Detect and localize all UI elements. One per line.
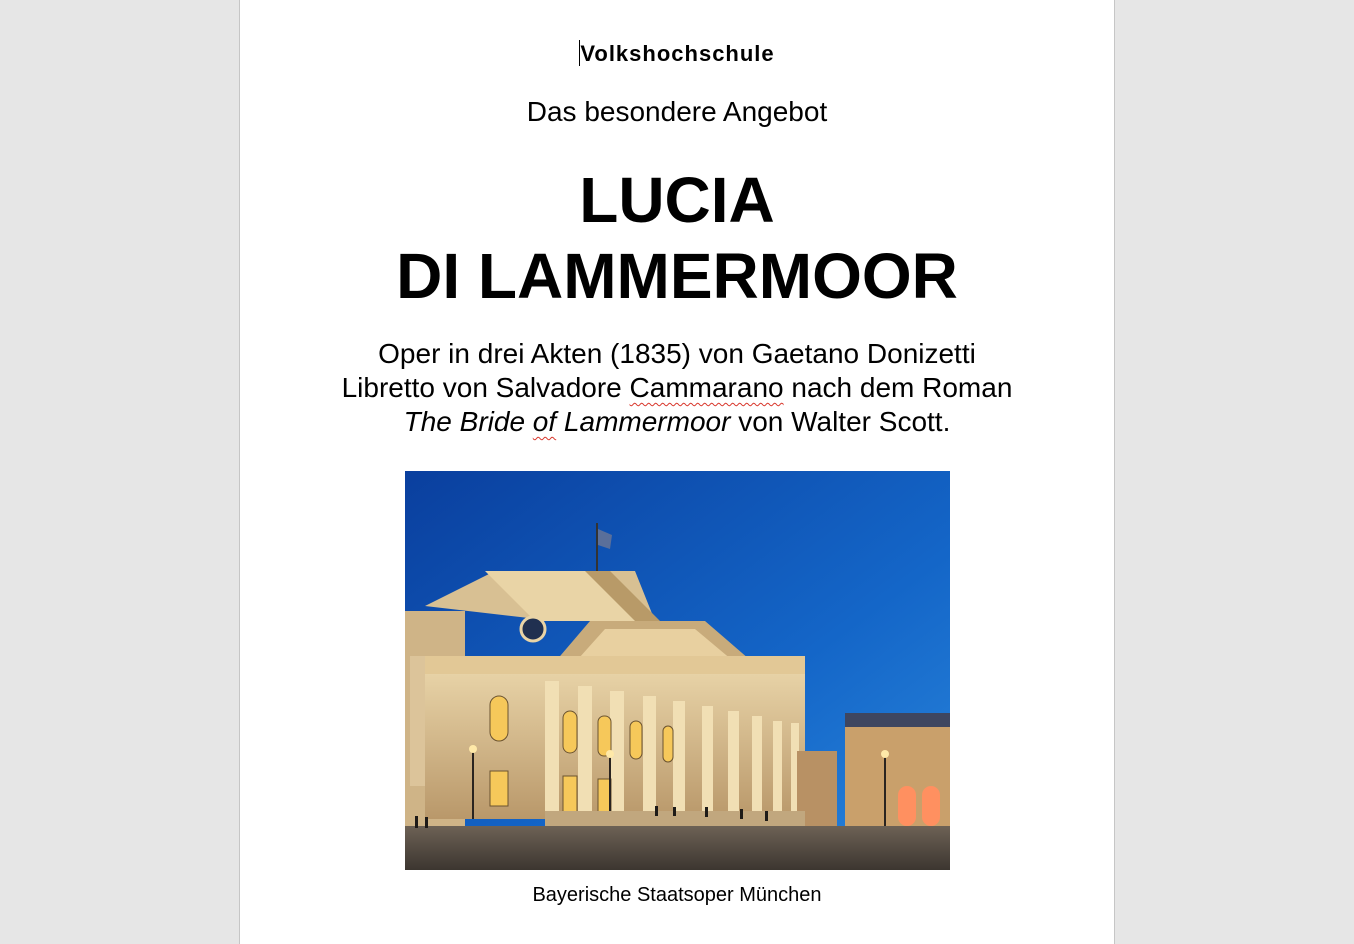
organization-heading[interactable] [240,40,1114,67]
line2-text-c: nach dem Roman [783,372,1013,403]
title-line-1: LUCIA [579,164,775,236]
spellcheck-word-cammarano[interactable]: Cammarano [629,372,784,403]
subtitle: Das besondere Angebot [526,96,828,127]
title-line-2: DI LAMMERMOOR [396,240,958,312]
description-line-3 [240,405,1114,439]
line2-text-a: Libretto von Salvadore [341,372,630,403]
organization-text: Volkshochschule [580,41,775,66]
line3-text-c: Lammermoor [556,406,731,437]
opera-house-illustration [405,471,950,870]
description-line-2 [240,371,1114,405]
line3-text-d: von Walter Scott. [730,406,951,437]
opera-description [240,337,1114,439]
opera-house-photo[interactable] [405,471,950,870]
opera-title [240,162,1114,314]
photo-caption: Bayerische Staatsoper München [532,884,822,906]
document-page[interactable] [239,0,1115,944]
spellcheck-word-of[interactable]: of [532,406,557,437]
line3-text-a: The Bride [403,406,533,437]
description-line-1: Oper in drei Akten (1835) von Gaetano Donizetti [378,338,976,369]
